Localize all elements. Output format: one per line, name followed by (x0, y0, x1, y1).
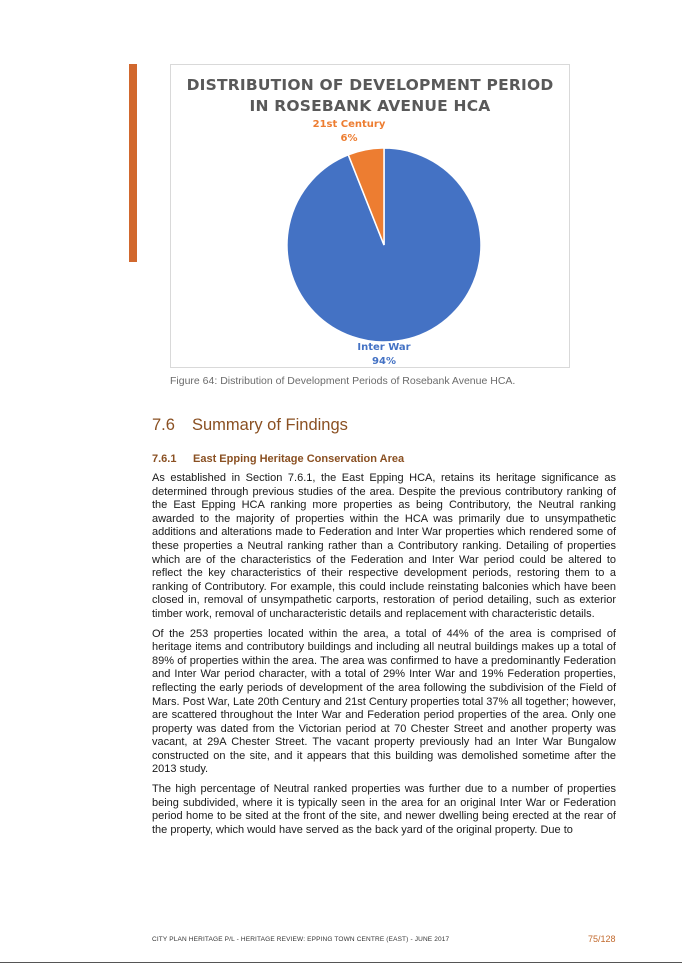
pie-chart (170, 64, 570, 368)
page-number: 75/128 (588, 934, 616, 944)
data-label-inter-war-value: 94% (372, 356, 396, 367)
section-heading (152, 416, 348, 435)
subsection-heading (152, 453, 404, 465)
data-label-21st-century-value: 6% (340, 133, 358, 144)
subsection-number: 7.6.1 (152, 453, 177, 465)
figure-caption: Figure 64: Distribution of Development Periods of Rosebank Avenue HCA. (170, 375, 516, 387)
data-label-inter-war-name: Inter War (357, 342, 411, 353)
paragraph: Of the 253 properties located within the area, a total of 44% of the area is comprised of heritage items and contributory buildings and including all neutral buildings makes up a total of 89% of properties within the area. The area was confirmed to have a predominantly Federation and Inter War period character, with a total of 29% Inter War and 19% Federation properties, reflecting the early periods of development of the area following the subdivision of the Field of Mars. Post War, Late 20th Century and 21st Century properties total 37% all together; however, are scattered throughout the Inter War and Federation period properties of the area. Only one property was dated from the Victorian period at 70 Chester Street and another property was vacant, at 29A Chester Street. The vacant property previously had an Inter War Bungalow constructed on the site, and it appears that this building was demolished sometime after the 2013 study. (152, 627, 616, 776)
chart-title-line-1: DISTRIBUTION OF DEVELOPMENT PERIOD (186, 76, 554, 94)
body-text (152, 472, 616, 843)
footer-rule (0, 962, 682, 963)
data-label-21st-century-name: 21st Century (312, 119, 386, 130)
chart-title-line-2: IN ROSEBANK AVENUE HCA (249, 97, 491, 115)
pie-plot-area (171, 65, 569, 367)
paragraph: The high percentage of Neutral ranked properties was further due to a number of properties being subdivided, where it is typically seen in the area for an original Inter War or Federation period home to be sited at the front of the site, and newer dwelling being erected at the rear of the property, which would have served as the back yard of the original property. Due to (152, 783, 616, 836)
section-number: 7.6 (152, 416, 175, 434)
subsection-title: East Epping Heritage Conservation Area (193, 453, 405, 465)
paragraph: As established in Section 7.6.1, the East Epping HCA, retains its heritage significance as determined through previous studies of the area. Despite the previous contributory ranking of the East Epping HCA ranking more properties as being Contributory, the Neutral ranking awarded to the majority of properties within the HCA was primarily due to unsympathetic additions and alterations made to Federation and Inter War properties which rendered some of these properties a Neutral ranking rather than a Contributory ranking. Detailing of properties which are of the characteristics of the Federation and Inter War period could be altered to reflect the key characteristics of their respective development periods, restoring them to a ranking of Contributory. For example, this could include reinstating balconies which have been closed in, removal of unsympathetic carports, restoration of period detailing, such as exterior timber work, removal of uncharacteristic details and replacement with characteristic details. (152, 472, 616, 620)
section-title: Summary of Findings (192, 416, 348, 434)
accent-bar (129, 64, 137, 262)
footer-text: CITY PLAN HERITAGE P/L - HERITAGE REVIEW: EPPING TOWN CENTRE (EAST) - JUNE 2017 (152, 936, 450, 943)
